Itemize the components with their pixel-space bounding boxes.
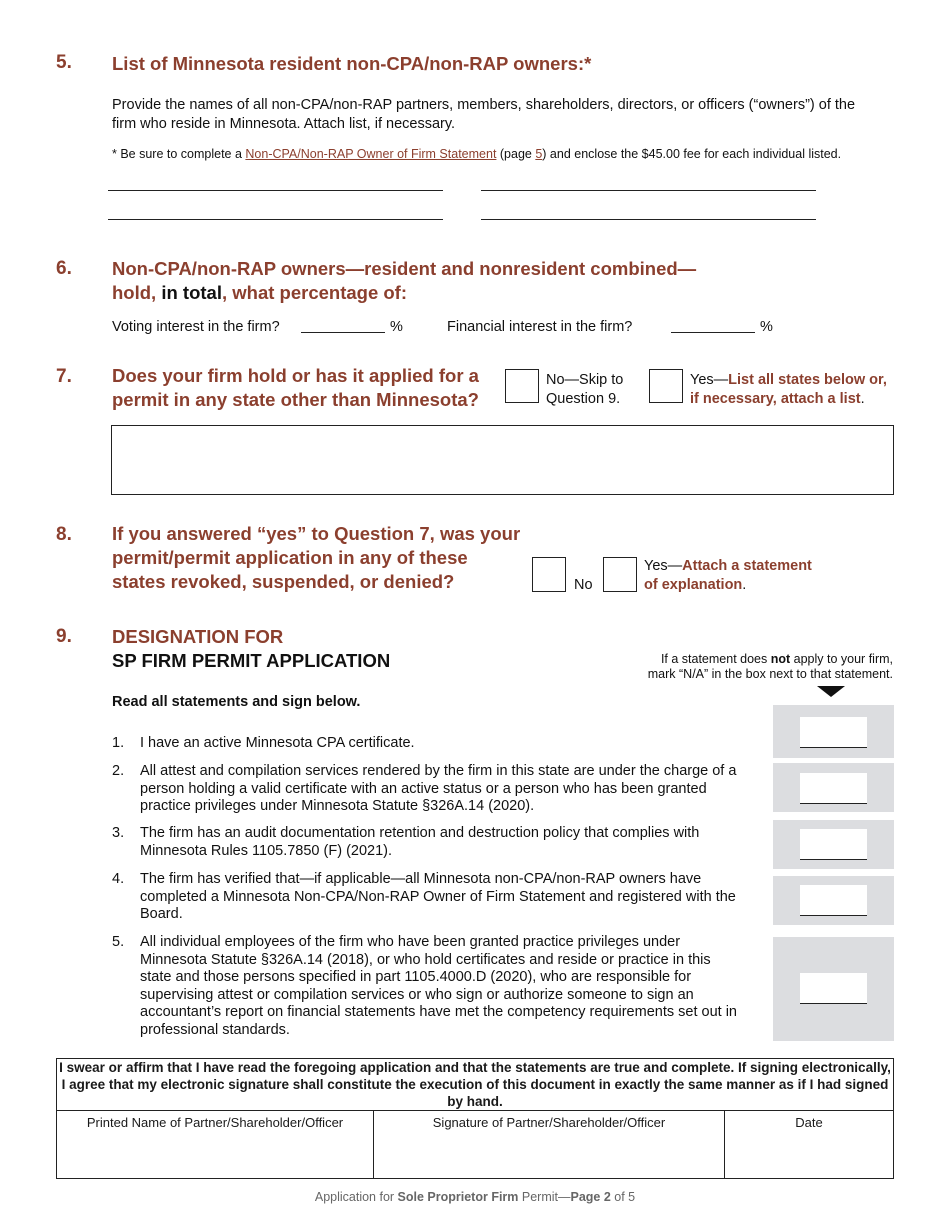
owner-statement-link[interactable]: Non-CPA/Non-RAP Owner of Firm Statement	[245, 147, 497, 161]
printed-name-label: Printed Name of Partner/Shareholder/Officer	[86, 1115, 344, 1130]
statement-2-na-field[interactable]	[800, 773, 867, 804]
q8-title-line3: states revoked, suspended, or denied?	[112, 571, 455, 592]
q7-yes-red2: if necessary, attach a list	[690, 391, 861, 407]
footer-suffix: of 5	[610, 1190, 636, 1204]
statement-4-na-field[interactable]	[800, 885, 867, 916]
q9-instruction: Read all statements and sign below.	[112, 694, 361, 710]
q7-no-line1: No—Skip to	[546, 372, 624, 388]
statement-5-text: All individual employees of the firm who have been granted practice privileges under Minnesota Statute §326A.14 (2018), or who hold certificates and reside or practice in this state and those persons specified in part 1105.4000.D (2020), who are responsible for supervising attest or compilation services or who sign or authorize someone to sign an accountant’s report on financial statements have met the competency requirements set out in professional standards.	[140, 934, 737, 1038]
footer-firm-type: Sole Proprietor Firm	[397, 1190, 519, 1204]
q5-note	[112, 147, 841, 161]
financial-percent-sign: %	[760, 319, 773, 335]
q9-na-note	[648, 652, 893, 682]
q7-title	[112, 364, 479, 412]
statement-2-number: 2.	[112, 763, 125, 779]
q8-title-line2: permit/permit application in any of these	[112, 547, 468, 568]
statement-5-na-field[interactable]	[800, 973, 867, 1004]
q6-title	[112, 257, 752, 305]
q7-yes-line1	[690, 371, 887, 390]
q9-title	[112, 625, 390, 673]
q5-note-mid: (page	[496, 147, 536, 161]
q9-na-note-line1	[648, 652, 893, 667]
q5-note-suffix: ) and enclose the $45.00 fee for each individual listed.	[542, 147, 842, 161]
owner-name-field-4[interactable]	[481, 219, 816, 220]
q5-number: 5.	[56, 52, 72, 73]
q8-yes-line1	[644, 557, 812, 576]
q8-yes-line2	[644, 576, 812, 595]
q6-title-in-total: in total	[161, 282, 222, 303]
q8-yes-red1: Attach a statement	[682, 558, 812, 574]
q9-na-pre: If a statement does	[660, 652, 771, 666]
signature-label: Signature of Partner/Shareholder/Officer	[432, 1115, 666, 1130]
statement-3-na-field[interactable]	[800, 829, 867, 860]
q8-yes-red2: of explanation	[644, 577, 743, 593]
footer-mid: Permit—	[518, 1190, 571, 1204]
owner-name-field-1[interactable]	[108, 190, 443, 191]
page-footer	[0, 1190, 950, 1204]
q6-title-line1: Non-CPA/non-RAP owners—resident and nonresident combined—	[112, 258, 697, 279]
signature-table	[56, 1058, 894, 1179]
q8-yes-prefix: Yes—	[644, 558, 683, 574]
voting-interest-label: Voting interest in the firm?	[112, 319, 280, 335]
statement-3-text: The firm has an audit documentation retention and destruction policy that complies with Minnesota Rules 1105.7850 (F) (2021).	[140, 825, 700, 859]
q7-no-line2: Question 9.	[546, 391, 621, 407]
q7-yes-checkbox[interactable]	[649, 369, 683, 403]
q7-number: 7.	[56, 366, 72, 387]
owner-name-field-2[interactable]	[481, 190, 816, 191]
q9-na-not: not	[770, 652, 791, 666]
owner-name-field-3[interactable]	[108, 219, 443, 220]
footer-prefix: Application for	[314, 1190, 398, 1204]
voting-percent-sign: %	[390, 319, 403, 335]
q6-title-line2	[112, 281, 752, 305]
q9-na-note-line2: mark “N/A” in the box next to that statement.	[647, 667, 893, 681]
statement-2-text: All attest and compilation services rendered by the firm in this state are under the charge of a person holding a valid certificate with an active status or a person who has been granted practice privileges under Minnesota Statute §326A.14 (2020).	[140, 763, 737, 814]
q5-title: List of Minnesota resident non-CPA/non-RAP owners:*	[112, 53, 592, 74]
affirmation-text: I swear or affirm that I have read the foregoing application and that the statements are true and complete. If signing electronically, I agree that my electronic signature shall constitute the execution of this document in exactly the same manner as if I had signed by hand.	[57, 1059, 894, 1111]
printed-name-cell[interactable]	[57, 1111, 374, 1179]
q7-yes-period: .	[860, 391, 865, 407]
statement-3-number: 3.	[112, 825, 125, 841]
q8-title-line1: If you answered “yes” to Question 7, was your	[112, 523, 521, 544]
q7-no-checkbox[interactable]	[505, 369, 539, 403]
q7-yes-label	[690, 371, 887, 409]
q8-yes-checkbox[interactable]	[603, 557, 637, 592]
arrow-down-icon	[817, 686, 845, 697]
q8-number: 8.	[56, 524, 72, 545]
q7-yes-line2	[690, 390, 887, 409]
q8-no-checkbox[interactable]	[532, 557, 566, 592]
states-list-textarea[interactable]	[111, 425, 894, 495]
q6-title-rest: , what percentage of:	[221, 282, 407, 303]
signature-cell[interactable]	[374, 1111, 725, 1179]
footer-page: Page 2	[570, 1190, 611, 1204]
q6-title-hold: hold,	[112, 282, 162, 303]
q9-number: 9.	[56, 626, 72, 647]
date-label: Date	[795, 1115, 823, 1130]
q7-no-label	[546, 371, 623, 409]
q7-yes-prefix: Yes—	[690, 372, 729, 388]
statement-1-na-field[interactable]	[800, 717, 867, 748]
q8-no-label: No	[574, 577, 593, 593]
q7-title-line2: permit in any state other than Minnesota?	[112, 389, 479, 410]
q7-title-line1: Does your firm hold or has it applied for a	[112, 365, 479, 386]
q9-title-line1: DESIGNATION FOR	[112, 626, 284, 647]
page-5-link[interactable]: 5	[535, 147, 543, 161]
statement-1-text: I have an active Minnesota CPA certificate.	[140, 735, 415, 751]
statement-4-text: The firm has verified that—if applicable—all Minnesota non-CPA/non-RAP owners have completed a Minnesota Non-CPA/Non-RAP Owner of Firm Statement and registered with the Board.	[140, 871, 736, 922]
statement-5-number: 5.	[112, 934, 125, 950]
financial-interest-field[interactable]	[671, 332, 755, 333]
financial-interest-label: Financial interest in the firm?	[447, 319, 633, 335]
statement-4-number: 4.	[112, 871, 125, 887]
q9-na-post: apply to your firm,	[790, 652, 893, 666]
q7-yes-red1: List all states below or,	[728, 372, 887, 388]
q9-title-line2: SP FIRM PERMIT APPLICATION	[112, 650, 391, 671]
q6-number: 6.	[56, 258, 72, 279]
q8-title	[112, 522, 520, 594]
q5-body: Provide the names of all non-CPA/non-RAP partners, members, shareholders, directors, or officers (“owners”) of the firm who reside in Minnesota. Attach list, if necessary.	[112, 97, 856, 132]
date-cell[interactable]	[725, 1111, 894, 1179]
statement-1-number: 1.	[112, 735, 125, 751]
q5-note-prefix: * Be sure to complete a	[112, 147, 246, 161]
q8-yes-period: .	[742, 577, 747, 593]
voting-interest-field[interactable]	[301, 332, 385, 333]
q8-yes-label	[644, 557, 812, 595]
